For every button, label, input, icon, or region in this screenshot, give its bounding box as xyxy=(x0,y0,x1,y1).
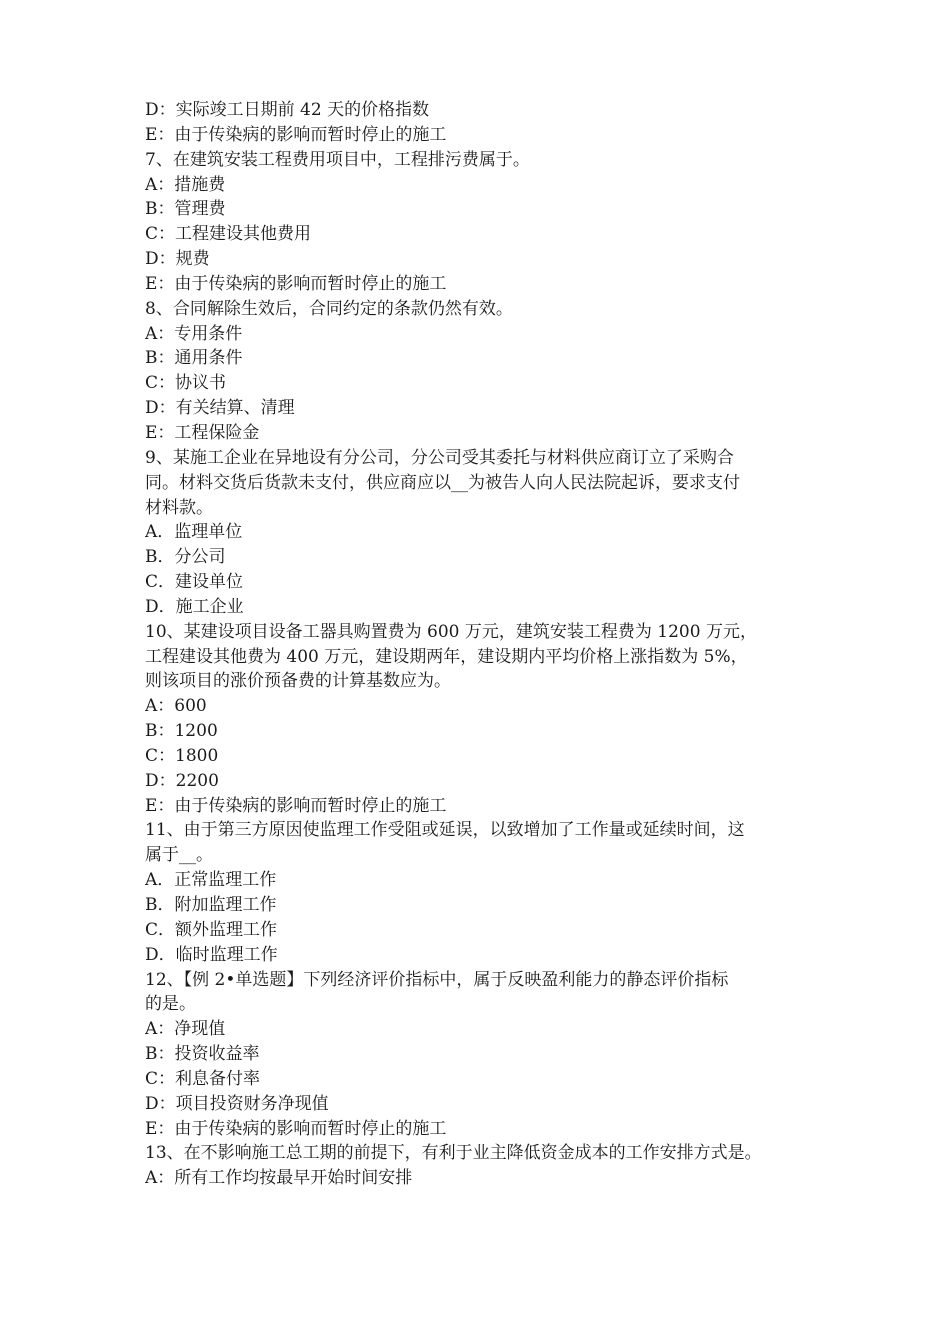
question-line: 材料款。 xyxy=(145,497,213,518)
document-body xyxy=(145,98,810,1191)
question-line: 11、由于第三方原因使监理工作受阻或延误，以致增加了工作量或延续时间，这 xyxy=(145,820,745,841)
question-line: 属于__。 xyxy=(145,845,213,866)
option-line: C．额外监理工作 xyxy=(145,919,278,940)
option-line: A．正常监理工作 xyxy=(145,870,277,891)
option-line: B．分公司 xyxy=(145,547,226,568)
question-line: 则该项目的涨价预备费的计算基数应为。 xyxy=(145,671,451,692)
question-line: 12、【例 2•单选题】下列经济评价指标中，属于反映盈利能力的静态评价指标 xyxy=(145,969,729,990)
option-line: E：由于传染病的影响而暂时停止的施工 xyxy=(145,795,447,816)
question-line: 10、某建设项目设备工器具购置费为 600 万元，建筑安装工程费为 1200 万元， xyxy=(145,621,757,642)
option-line: C：工程建设其他费用 xyxy=(145,224,312,245)
question-line: 9、某施工企业在异地设有分公司，分公司受其委托与材料供应商订立了采购合 xyxy=(145,447,734,468)
option-line: A：净现值 xyxy=(145,1019,226,1040)
option-line: C：利息备付率 xyxy=(145,1068,261,1089)
option-line: E：由于传染病的影响而暂时停止的施工 xyxy=(145,124,447,145)
question-line: 7、在建筑安装工程费用项目中，工程排污费属于。 xyxy=(145,149,530,170)
option-line: C：协议书 xyxy=(145,373,227,394)
question-line: 同。材料交货后货款未支付，供应商应以__为被告人向人民法院起诉，要求支付 xyxy=(145,472,740,493)
question-line: 工程建设其他费为 400 万元，建设期两年，建设期内平均价格上涨指数为 5%， xyxy=(145,646,748,667)
option-line: B．附加监理工作 xyxy=(145,895,277,915)
option-line: D：项目投资财务净现值 xyxy=(145,1093,329,1114)
option-line: D：规费 xyxy=(145,249,210,270)
option-line: A：专用条件 xyxy=(145,323,243,344)
option-line: C：1800 xyxy=(145,745,219,766)
option-line: A：所有工作均按最早开始时间安排 xyxy=(145,1168,413,1189)
option-line: B：通用条件 xyxy=(145,348,243,369)
option-line: D．临时监理工作 xyxy=(145,944,278,965)
option-line: A：600 xyxy=(145,696,207,717)
option-line: D．施工企业 xyxy=(145,596,244,617)
question-line: 的是。 xyxy=(145,994,196,1015)
option-line: E：由于传染病的影响而暂时停止的施工 xyxy=(145,1118,447,1139)
option-line: B：1200 xyxy=(145,721,218,742)
option-line: D：有关结算、清理 xyxy=(145,398,295,419)
option-line: E：工程保险金 xyxy=(145,422,260,443)
question-line: 13、在不影响施工总工期的前提下，有利于业主降低资金成本的工作安排方式是。 xyxy=(145,1143,762,1164)
option-line: D：2200 xyxy=(145,770,219,791)
option-line: B：管理费 xyxy=(145,199,226,220)
option-line: A．监理单位 xyxy=(145,522,243,543)
question-line: 8、合同解除生效后，合同约定的条款仍然有效。 xyxy=(145,298,513,319)
option-line: D：实际竣工日期前 42 天的价格指数 xyxy=(145,100,430,120)
option-line: C．建设单位 xyxy=(145,572,244,593)
option-line: E：由于传染病的影响而暂时停止的施工 xyxy=(145,273,447,294)
option-line: B：投资收益率 xyxy=(145,1044,260,1065)
option-line: A：措施费 xyxy=(145,174,226,195)
